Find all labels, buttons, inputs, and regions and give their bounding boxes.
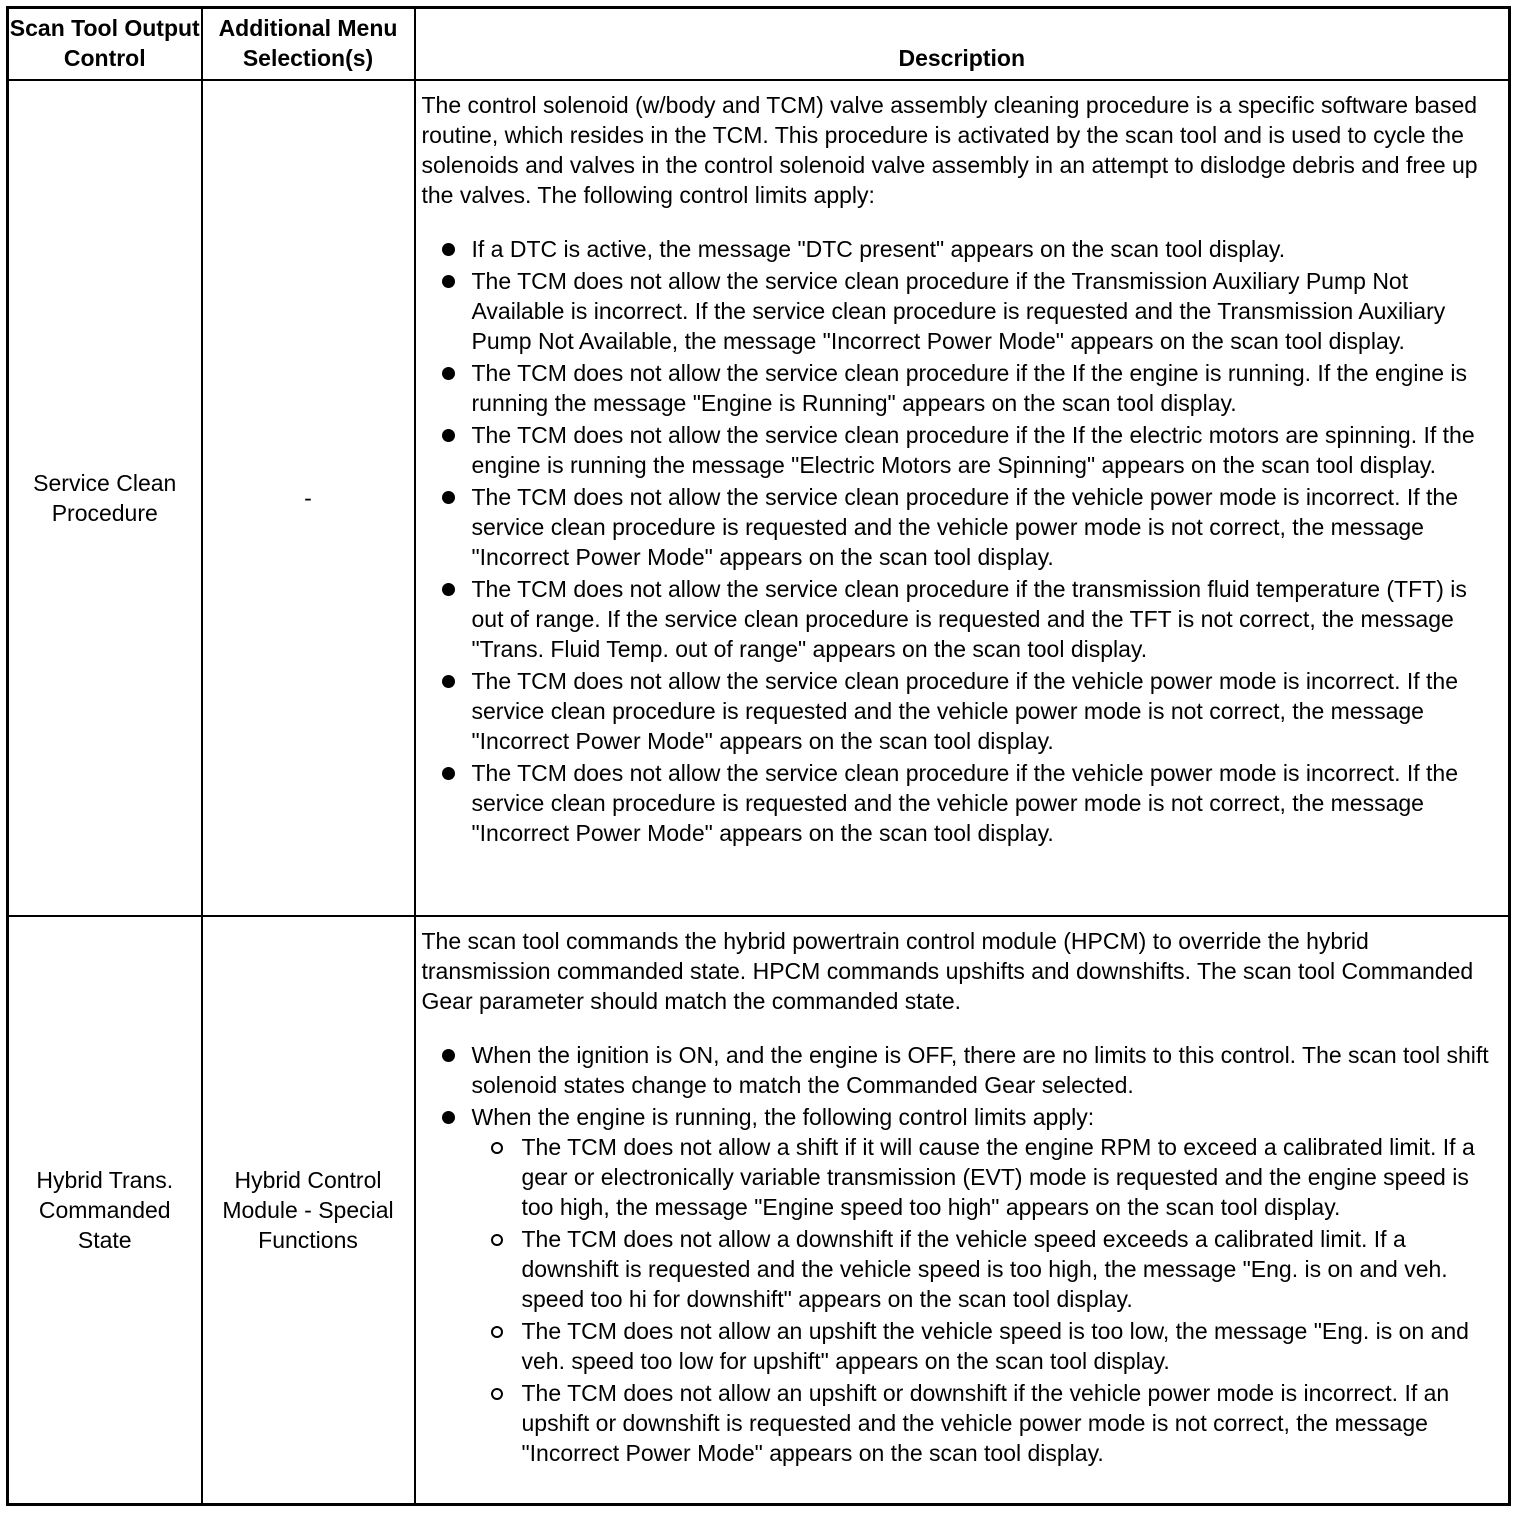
list-item-text: The TCM does not allow the service clean procedure if the If the engine is running. If the engine is running the message "Engine is Running" appears on the scan tool display. — [471, 359, 1468, 416]
list-item — [438, 666, 1505, 756]
menu-selection: - — [202, 80, 415, 916]
list-item — [438, 1040, 1505, 1100]
sub-list-item — [488, 1316, 1505, 1376]
sub-list-item — [488, 1378, 1505, 1468]
hollow-bullet-icon — [491, 1388, 503, 1400]
sub-list-item — [488, 1224, 1505, 1314]
bullet-list — [422, 1040, 1505, 1468]
header-additional-menu-selections: Additional Menu Selection(s) — [202, 8, 415, 80]
sub-list-item-text: The TCM does not allow a shift if it will cause the engine RPM to exceed a calibrated limit. If a gear or electronically variable transmission (EVT) mode is requested and the engine speed is too high, the message "Engine speed too high" appears on the scan tool display. — [521, 1133, 1475, 1220]
hollow-bullet-icon — [491, 1326, 503, 1338]
bullet-list — [422, 234, 1505, 848]
list-item-text: When the engine is running, the following control limits apply: — [471, 1103, 1095, 1130]
list-item — [438, 482, 1505, 572]
sub-list-item-text: The TCM does not allow an upshift the vehicle speed is too low, the message "Eng. is on and veh. speed too low for upshift" appears on the scan tool display. — [521, 1317, 1469, 1374]
list-item-text: If a DTC is active, the message "DTC present" appears on the scan tool display. — [471, 235, 1286, 262]
bullet-icon — [442, 429, 455, 442]
header-scan-tool-output-control: Scan Tool Output Control — [8, 8, 202, 80]
description-cell — [415, 80, 1510, 916]
bullet-icon — [442, 1049, 455, 1062]
list-item-text: The TCM does not allow the service clean procedure if the vehicle power mode is incorrect. If the service clean procedure is requested and the vehicle power mode is not correct, the message "Incorrect Power Mode" appears on the scan tool display. — [471, 759, 1458, 846]
list-item — [438, 420, 1505, 480]
menu-selection: Hybrid Control Module - Special Functions — [202, 916, 415, 1505]
description-intro: The scan tool commands the hybrid powertrain control module (HPCM) to override the hybrid transmission commanded state. HPCM commands upshifts and downshifts. The scan tool Commanded Gear parameter should match the commanded state. — [421, 927, 1474, 1014]
list-item — [438, 234, 1505, 264]
list-item-text: The TCM does not allow the service clean procedure if the transmission fluid temperature (TFT) is out of range. If the service clean procedure is requested and the TFT is not correct, the message "Trans. Fluid Temp. out of range" appears on the scan tool display. — [471, 575, 1467, 662]
list-item-text: The TCM does not allow the service clean procedure if the vehicle power mode is incorrect. If the service clean procedure is requested and the vehicle power mode is not correct, the message "Incorrect Power Mode" appears on the scan tool display. — [471, 667, 1458, 754]
bullet-icon — [442, 491, 455, 504]
sub-list-item — [488, 1132, 1505, 1222]
list-item-text: The TCM does not allow the service clean procedure if the If the electric motors are spinning. If the engine is running the message "Electric Motors are Spinning" appears on the scan tool display. — [471, 421, 1475, 478]
header-description: Description — [415, 8, 1510, 80]
bullet-icon — [442, 675, 455, 688]
description-intro: The control solenoid (w/body and TCM) valve assembly cleaning procedure is a specific software based routine, which resides in the TCM. This procedure is activated by the scan tool and is used to cycle the solenoids and valves in the control solenoid valve assembly in an attempt to dislodge debris and free up the valves. The following control limits apply: — [421, 91, 1478, 208]
bullet-icon — [442, 767, 455, 780]
sub-list-item-text: The TCM does not allow a downshift if the vehicle speed exceeds a calibrated limit. If a downshift is requested and the vehicle speed is too high, the message "Eng. is on and veh. speed too hi for downshift" appears on the scan tool display. — [521, 1225, 1448, 1312]
bullet-icon — [442, 583, 455, 596]
bullet-icon — [442, 367, 455, 380]
list-item-text: The TCM does not allow the service clean procedure if the vehicle power mode is incorrect. If the service clean procedure is requested and the vehicle power mode is not correct, the message "Incorrect Power Mode" appears on the scan tool display. — [471, 483, 1458, 570]
header-row — [8, 8, 1510, 80]
table-row — [8, 80, 1510, 916]
bullet-icon — [442, 243, 455, 256]
list-item — [438, 358, 1505, 418]
list-item — [438, 758, 1505, 848]
control-name: Hybrid Trans. Commanded State — [8, 916, 202, 1505]
output-control-table — [6, 6, 1511, 1506]
hollow-bullet-icon — [491, 1234, 503, 1246]
bullet-icon — [442, 1111, 455, 1124]
list-item-text: When the ignition is ON, and the engine is OFF, there are no limits to this control. The scan tool shift solenoid states change to match the Commanded Gear selected. — [471, 1041, 1489, 1098]
description-cell — [415, 916, 1510, 1505]
list-item — [438, 574, 1505, 664]
list-item — [438, 1102, 1505, 1468]
control-name: Service Clean Procedure — [8, 80, 202, 916]
sub-bullet-list — [472, 1132, 1505, 1468]
table-row — [8, 916, 1510, 1505]
list-item-text: The TCM does not allow the service clean procedure if the Transmission Auxiliary Pump Not Available is incorrect. If the service clean procedure is requested and the Transmission Auxiliary Pump Not Available, the message "Incorrect Power Mode" appears on the scan tool display. — [471, 267, 1446, 354]
hollow-bullet-icon — [491, 1142, 503, 1154]
sub-list-item-text: The TCM does not allow an upshift or downshift if the vehicle power mode is incorrect. If an upshift or downshift is requested and the vehicle power mode is not correct, the message "Incorrect Power Mode" appears on the scan tool display. — [521, 1379, 1450, 1466]
list-item — [438, 266, 1505, 356]
bullet-icon — [442, 275, 455, 288]
